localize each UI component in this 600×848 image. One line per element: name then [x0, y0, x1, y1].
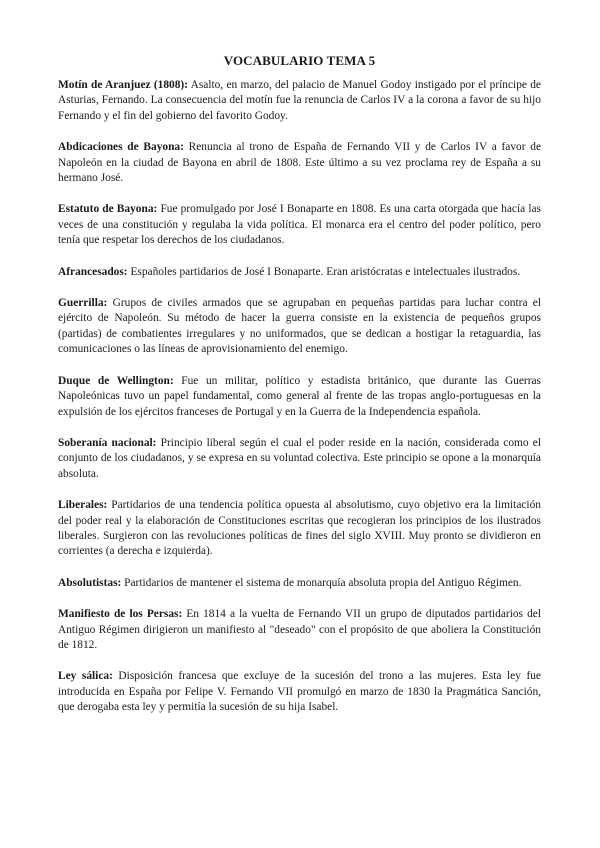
- entry-term: Afrancesados:: [58, 265, 128, 278]
- entry-abdicaciones-bayona: [58, 140, 541, 186]
- entry-manifiesto-persas: [58, 607, 541, 653]
- entry-term: Manifiesto de los Persas:: [58, 608, 183, 621]
- entry-definition: Grupos de civiles armados que se agrupaban en pequeñas partidas para luchar contra el ejército de Napoleón. Su método de hacer la guerra consiste en la existencia de pequeños grupos (partidas) de combatientes irregulares y no uniformados, que se dedican a hostigar la retaguardia, las comunicaciones o las líneas de aprovisionamiento del enemigo.: [58, 297, 541, 356]
- entry-definition: Partidarios de una tendencia política opuesta al absolutismo, cuyo objetivo era la limitación del poder real y la elaboración de Constituciones escritas que recogieran los principios de los ilustrados liberales. Surgieron con las revoluciones políticas de fines del siglo XVIII. Muy pronto se dividieron en corrientes (a derecha e izquierda).: [58, 499, 541, 558]
- entry-guerrilla: [58, 296, 541, 358]
- entry-term: Guerrilla:: [58, 297, 108, 310]
- entry-term: Motín de Aranjuez (1808):: [58, 79, 188, 91]
- entry-term: Soberanía nacional:: [58, 436, 157, 449]
- entry-soberania-nacional: [58, 436, 541, 482]
- entry-term: Absolutistas:: [58, 576, 122, 589]
- entry-definition: Principio liberal según el cual el poder reside en la nación, considerada como el conjunto de los ciudadanos, y se expresa en su voluntad colectiva. Este principio se opone a la monarquía absoluta.: [58, 436, 541, 480]
- entry-term: Duque de Wellington:: [58, 374, 174, 387]
- entry-definition: Asalto, en marzo, del palacio de Manuel Godoy instigado por el príncipe de Asturias, Fernando. La consecuencia del motín fue la renuncia de Carlos IV a la corona a favor de su hijo Fernando y el fin del gobierno del favorito Godoy.: [58, 79, 541, 122]
- entry-definition: Fue promulgado por José I Bonaparte en 1808. Es una carta otorgada que hacía las veces de una constitución y regulaba la vida política. El monarca era el centro del poder político, pero tenía que respetar los derechos de los ciudadanos.: [58, 203, 541, 247]
- entry-term: Ley sálica:: [58, 670, 113, 683]
- entry-definition: Españoles partidarios de José I Bonaparte. Eran aristócratas e intelectuales ilustrados.: [127, 265, 521, 278]
- entry-estatuto-bayona: [58, 202, 541, 248]
- entry-motin-aranjuez: [58, 78, 541, 124]
- entry-term: Estatuto de Bayona:: [58, 203, 158, 216]
- entry-ley-salica: [58, 669, 541, 715]
- entry-duque-wellington: [58, 374, 541, 420]
- entry-definition: En 1814 a la vuelta de Fernando VII un grupo de diputados partidarios del Antiguo Régimen dirigieron un manifiesto al "deseado" con el propósito de que aboliera la Constitución de 1812.: [58, 608, 541, 651]
- entry-afrancesados: [58, 265, 541, 280]
- entry-term: Abdicaciones de Bayona:: [58, 141, 184, 154]
- entry-liberales: [58, 498, 541, 560]
- page-title: VOCABULARIO TEMA 5: [223, 53, 376, 68]
- entry-definition: Partidarios de mantener el sistema de monarquía absoluta propia del Antiguo Régimen.: [121, 576, 522, 589]
- document-page: [58, 52, 541, 732]
- entry-absolutistas: [58, 576, 541, 591]
- entry-definition: Disposición francesa que excluye de la sucesión del trono a las mujeres. Esta ley fue introducida en España por Felipe V. Fernando VII promulgó en marzo de 1830 la Pragmática Sanción, que derogaba esta ley y permitía la sucesión de su hija Isabel.: [58, 670, 541, 714]
- entry-definition: Fue un militar, político y estadista británico, que durante las Guerras Napoleónicas tuvo un papel fundamental, como general al frente de las tropas anglo-portuguesas en la expulsión de los ejércitos franceses de Portugal y en la Guerra de la Independencia española.: [58, 374, 541, 418]
- entry-term: Liberales:: [58, 499, 108, 512]
- entry-definition: Renuncia al trono de España de Fernando VII y de Carlos IV a favor de Napoleón en la ciudad de Bayona en abril de 1808. Este último a su vez proclama rey de España a su hermano José.: [58, 141, 541, 185]
